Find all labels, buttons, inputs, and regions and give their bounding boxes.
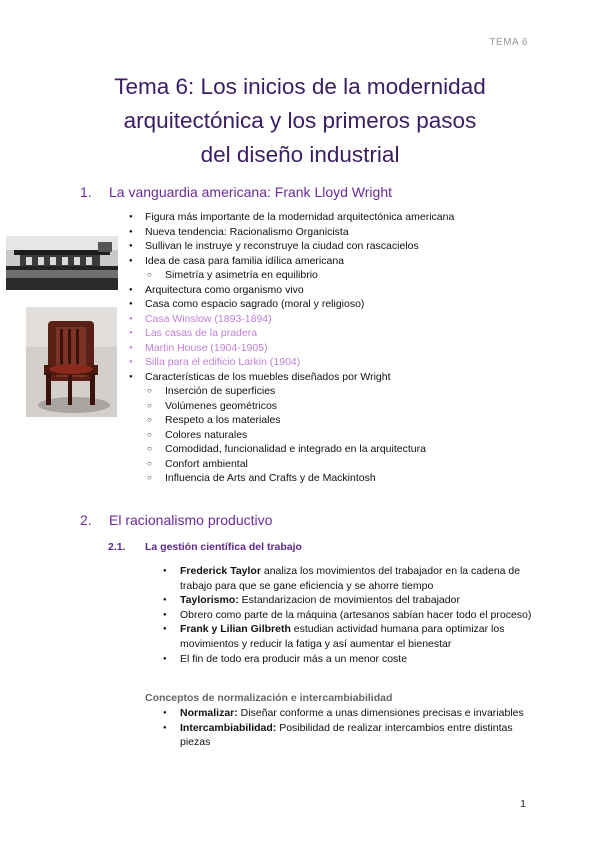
concepts-list	[163, 706, 538, 750]
list-item: ○ Volúmenes geométricos	[129, 399, 454, 414]
list-item-bold: Intercambiabilidad:	[180, 721, 277, 734]
page-title	[0, 70, 600, 172]
list-item-text: Obrero como parte de la máquina (artesanos sabían hacer todo el proceso)	[180, 608, 532, 621]
list-item: ● Sullivan le instruye y reconstruye la ciudad con rascacielos	[129, 239, 454, 254]
list-item-text: Estandarizacion de movimientos del trabajador	[238, 594, 460, 607]
header-tag: TEMA 6	[489, 37, 528, 48]
list-item-bold: Frank y Lilian Gilbreth	[180, 623, 291, 636]
list-item	[163, 593, 538, 608]
list-item: ○ Influencia de Arts and Crafts y de Mackintosh	[129, 471, 454, 486]
title-line: Tema 6: Los inicios de la modernidad	[114, 74, 486, 99]
list-item-link[interactable]: ● Silla para el edificio Larkin (1904)	[129, 355, 454, 370]
list-item-text: El fin de todo era producir más a un menor coste	[180, 652, 408, 665]
list-item: ● Idea de casa para familia idílica americana	[129, 254, 454, 269]
list-item: ● Casa como espacio sagrado (moral y religioso)	[129, 297, 454, 312]
list-item: ● Nueva tendencia: Racionalismo Organicista	[129, 225, 454, 240]
list-item: ○ Inserción de superficies	[129, 384, 454, 399]
section-number: 1.	[80, 184, 92, 200]
title-line: arquitectónica y los primeros pasos	[123, 108, 477, 133]
list-item: ● Figura más importante de la modernidad arquitectónica americana	[129, 210, 454, 225]
list-item	[163, 622, 538, 651]
house-photo	[6, 236, 118, 290]
list-item	[163, 652, 538, 667]
subsection-title: La gestión científica del trabajo	[145, 541, 302, 553]
list-item-text: estudian actividad humana para optimizar los movimientos y reducir la fatiga y así aumentar el bienestar	[180, 623, 505, 650]
list-item-bold: Frederick Taylor	[180, 565, 261, 577]
section-heading	[80, 512, 272, 528]
list-item: ● Arquitectura como organismo vivo	[129, 283, 454, 298]
list-item-link[interactable]: ● Martin House (1904-1905)	[129, 341, 454, 356]
title-line: del diseño industrial	[200, 142, 400, 167]
concepts-heading: Conceptos de normalización e intercambiabilidad	[145, 692, 393, 704]
list-item-text: Diseñar conforme a unas dimensiones precisas e invariables	[237, 707, 524, 719]
list-item-text: analiza los movimientos del trabajador en la cadena de trabajo para que se gane eficiencia y se ahorre tiempo	[180, 565, 521, 592]
list-item-link[interactable]: ● Casa Winslow (1893-1894)	[129, 312, 454, 327]
list-item	[163, 721, 538, 750]
section-title: La vanguardia americana: Frank Lloyd Wright	[109, 184, 393, 200]
list-item: ○ Respeto a los materiales	[129, 413, 454, 428]
section2-list	[163, 564, 538, 666]
list-item	[163, 706, 538, 721]
section-heading	[80, 184, 392, 200]
page-number: 1	[520, 798, 526, 810]
list-item: ● Características de los muebles diseñados por Wright	[129, 370, 454, 385]
section-title: El racionalismo productivo	[109, 512, 273, 528]
list-item	[163, 608, 538, 623]
list-item: ○ Simetría y asimetría en equilibrio	[129, 268, 454, 283]
section-number: 2.	[80, 512, 92, 528]
list-item: ○ Confort ambiental	[129, 457, 454, 472]
list-item: ○ Colores naturales	[129, 428, 454, 443]
list-item-text: Posibilidad de realizar intercambios entre distintas piezas	[180, 721, 513, 749]
larkin-chair-photo	[26, 307, 117, 417]
list-item-bold: Normalizar:	[180, 707, 238, 719]
list-item: ○ Comodidad, funcionalidad e integrado en la arquitectura	[129, 442, 454, 457]
subsection-number: 2.1.	[108, 541, 126, 553]
list-item	[163, 564, 538, 593]
list-item-bold: Taylorismo:	[180, 594, 239, 607]
section1-list	[129, 210, 454, 486]
list-item-link[interactable]: ● Las casas de la pradera	[129, 326, 454, 341]
subsection-heading	[108, 541, 302, 553]
